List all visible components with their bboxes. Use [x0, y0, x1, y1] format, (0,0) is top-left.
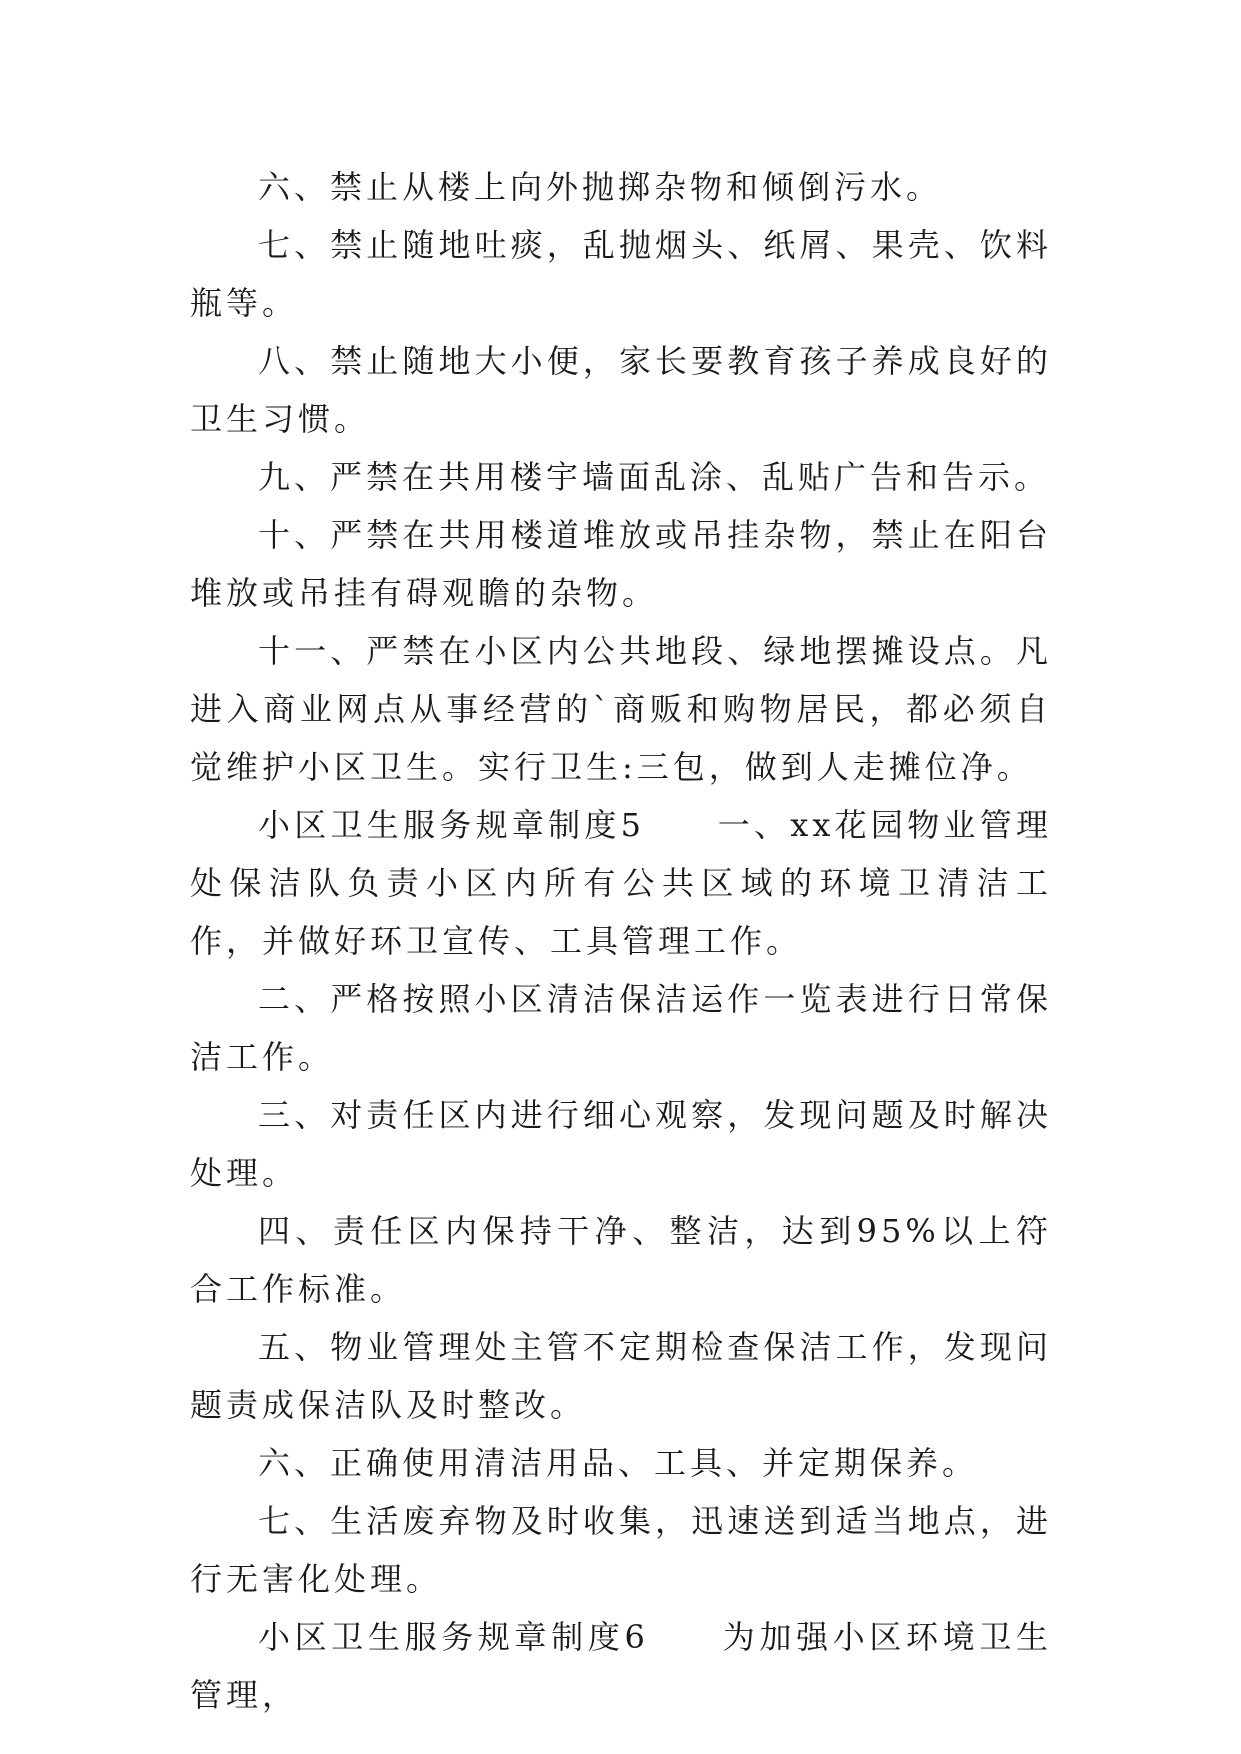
paragraph-section-5-rule-6: 六、正确使用清洁用品、工具、并定期保养。: [258, 1444, 979, 1482]
document-body: [190, 158, 1052, 1724]
paragraph-section-5-rule-7: 七、生活废弃物及时收集，迅速送到适当地点，进行无害化处理。: [190, 1502, 1052, 1598]
paragraph-section-5-rule-5: 五、物业管理处主管不定期检查保洁工作，发现问题责成保洁队及时整改。: [190, 1328, 1052, 1424]
paragraph-rule-7: 七、禁止随地吐痰，乱抛烟头、纸屑、果壳、饮料瓶等。: [190, 226, 1052, 322]
paragraph-section-5-rule-4: 四、责任区内保持干净、整洁，达到95%以上符合工作标准。: [190, 1212, 1052, 1308]
paragraph-section-5-rule-3: 三、对责任区内进行细心观察，发现问题及时解决处理。: [190, 1096, 1052, 1192]
paragraph-section-5-rule-1: 小区卫生服务规章制度5 一、xx花园物业管理处保洁队负责小区内所有公共区域的环境卫清洁工作，并做好环卫宣传、工具管理工作。: [190, 806, 1052, 960]
paragraph-rule-10: 十、严禁在共用楼道堆放或吊挂杂物，禁止在阳台堆放或吊挂有碍观瞻的杂物。: [190, 516, 1052, 612]
paragraph-section-5-rule-2: 二、严格按照小区清洁保洁运作一览表进行日常保洁工作。: [190, 980, 1052, 1076]
paragraph-rule-11: 十一、严禁在小区内公共地段、绿地摆摊设点。凡进入商业网点从事经营的`商贩和购物居民，都必须自觉维护小区卫生。实行卫生:三包，做到人走摊位净。: [190, 632, 1052, 786]
paragraph-section-6-intro: 小区卫生服务规章制度6 为加强小区环境卫生管理，: [190, 1618, 1052, 1714]
paragraph-rule-6: 六、禁止从楼上向外抛掷杂物和倾倒污水。: [258, 168, 943, 206]
paragraph-rule-8: 八、禁止随地大小便，家长要教育孩子养成良好的卫生习惯。: [190, 342, 1052, 438]
paragraph-rule-9: 九、严禁在共用楼宇墙面乱涂、乱贴广告和告示。: [258, 458, 1051, 496]
